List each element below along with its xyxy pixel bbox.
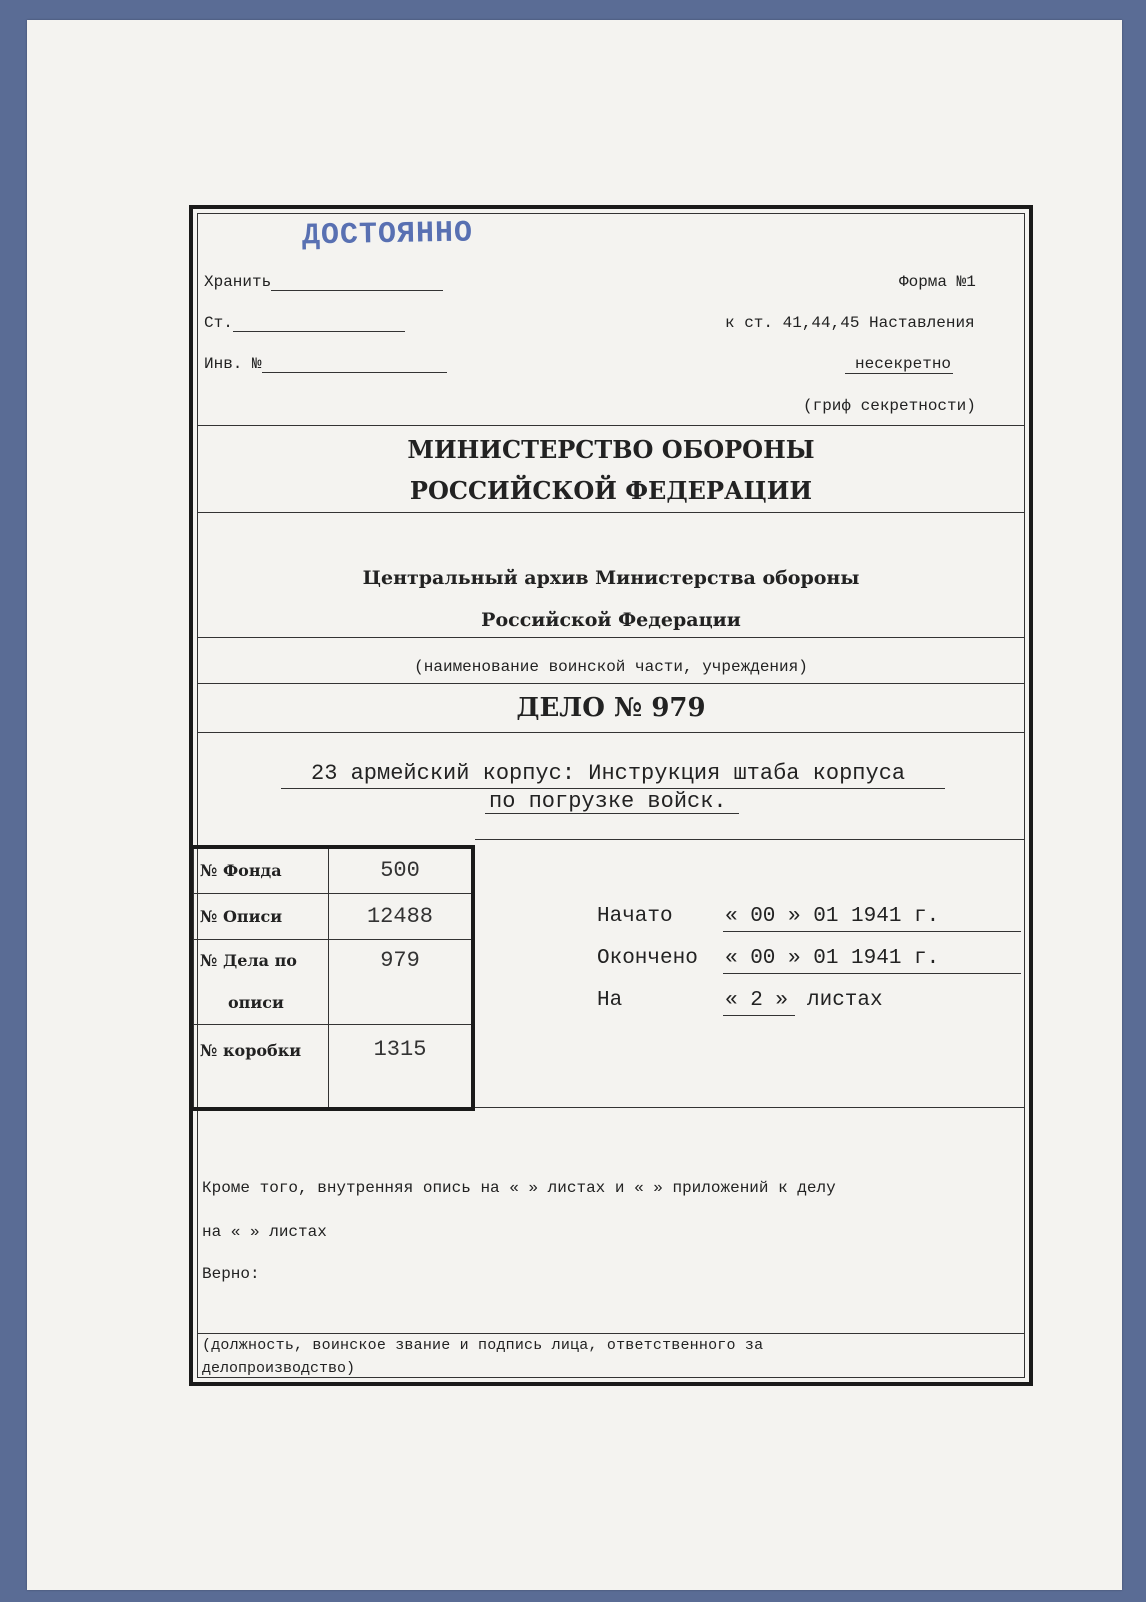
opis-label: № Описи [194,893,329,939]
archive-line-1: Центральный архив Министерства обороны [362,567,860,589]
box-label: № коробки [194,1025,329,1109]
ended-value: « 00 » 01 1941 г. [725,947,940,970]
divider-2 [197,512,1025,513]
started-label: Начато [597,905,673,928]
sheets-value: « 2 » [725,989,789,1012]
inventory-note-line-2: на « » листах [202,1223,327,1241]
table-row [194,1025,474,1109]
divider-7 [475,1107,1025,1108]
table-row [194,847,474,893]
divider-6 [475,839,1025,840]
case-cover-form [189,205,1033,1386]
sheets-unit: листах [807,989,883,1012]
archive-document-page [27,20,1122,1590]
opis-value: 12488 [329,893,474,939]
delo-label: № Дела по [200,951,297,970]
case-title-line-2: по погрузке войск. [489,789,727,814]
divider-1 [197,425,1025,426]
delo-value: 979 [329,939,474,1024]
divider-4 [197,683,1025,684]
signature-line [197,1333,1025,1334]
case-label: ДЕЛО № [516,693,643,723]
keep-field-line [271,276,443,291]
signature-caption-1: (должность, воинское звание и подпись лица, ответственного за [202,1337,764,1354]
case-title-line-1: 23 армейский корпус: Инструкция штаба корпуса [311,761,906,786]
st-label: Ст. [204,314,233,332]
keep-label: Хранить [204,273,272,291]
table-row [194,939,474,1024]
keep-stamp: ДОСТОЯННО [301,216,474,254]
archive-caption: (наименование воинской части, учреждения) [414,658,808,676]
sheets-label: На [597,989,623,1012]
ministry-line-1: МИНИСТЕРСТВО ОБОРОНЫ [407,435,815,464]
started-value: « 00 » 01 1941 г. [725,905,940,928]
form-number: Форма №1 [899,273,976,291]
ministry-line-2: РОССИЙСКОЙ ФЕДЕРАЦИИ [409,476,813,505]
secrecy-caption: (гриф секретности) [803,397,976,415]
st-field-line [233,317,405,332]
inv-field-line [262,358,447,373]
archive-line-2: Российской Федерации [481,609,741,631]
fond-value: 500 [329,847,474,893]
divider-5 [197,732,1025,733]
inv-label: Инв. № [204,355,262,373]
article-reference: к ст. 41,44,45 Наставления [725,314,975,332]
fond-label: № Фонда [194,847,329,893]
reference-table [193,845,475,1111]
inventory-note-line-1: Кроме того, внутренняя опись на « » листах и « » приложений к делу [202,1179,836,1197]
table-row [194,893,474,939]
divider-3 [197,637,1025,638]
ended-label: Окончено [597,947,698,970]
case-number: 979 [651,693,706,723]
signature-caption-2: делопроизводство) [202,1360,356,1377]
delo-label-2: описи [228,993,284,1012]
verified-label: Верно: [202,1265,260,1283]
box-value: 1315 [329,1025,474,1109]
secrecy-value: несекретно [845,355,953,374]
